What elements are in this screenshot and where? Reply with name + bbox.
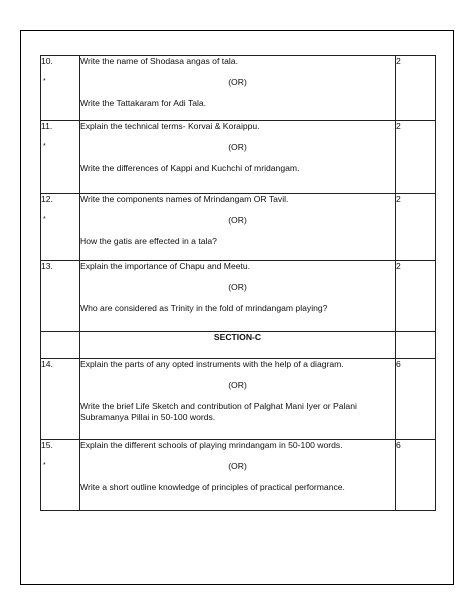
question-number-cell (41, 359, 80, 440)
questions-table (40, 55, 436, 511)
or-label: (OR) (228, 461, 247, 471)
question-text: Explain the different schools of playing mrindangam in 50-100 words. (80, 440, 343, 450)
asterisk-mark: * (43, 462, 46, 469)
question-number: 11. (41, 121, 53, 131)
or-label: (OR) (228, 77, 247, 87)
question-row (41, 56, 436, 121)
question-text: Write the name of Shodasa angas of tala. (80, 56, 238, 66)
question-text-cell (80, 56, 396, 121)
question-text-cell (80, 261, 396, 332)
question-text-cell (80, 194, 396, 261)
question-number-cell (41, 121, 80, 194)
question-text: Explain the importance of Chapu and Meetu. (80, 261, 251, 271)
question-number: 10. (41, 56, 53, 66)
asterisk-mark: * (43, 216, 46, 223)
question-row (41, 261, 436, 332)
or-label: (OR) (228, 282, 247, 292)
section-heading: SECTION-C (80, 332, 396, 359)
question-text-cell (80, 121, 396, 194)
marks-cell: 6 (396, 440, 436, 511)
marks-cell: 2 (396, 121, 436, 194)
marks-cell: 2 (396, 261, 436, 332)
asterisk-mark: * (43, 143, 46, 150)
question-number-cell (41, 56, 80, 121)
question-number-cell (41, 261, 80, 332)
or-label: (OR) (228, 215, 247, 225)
question-number-cell (41, 440, 80, 511)
or-label: (OR) (228, 142, 247, 152)
question-number: 15. (41, 440, 53, 450)
question-text-cell (80, 440, 396, 511)
question-row (41, 121, 436, 194)
asterisk-mark: * (43, 78, 46, 85)
marks-cell: 6 (396, 359, 436, 440)
alternative-question-text: Who are considered as Trinity in the fold of mrindangam playing? (80, 303, 328, 313)
question-row (41, 194, 436, 261)
question-number-cell (41, 194, 80, 261)
question-number: 14. (41, 359, 53, 369)
question-text: Explain the technical terms- Korvai & Koraippu. (80, 121, 260, 131)
section-spacer-cell (41, 332, 80, 359)
question-text-cell (80, 359, 396, 440)
marks-cell: 2 (396, 56, 436, 121)
marks-cell: 2 (396, 194, 436, 261)
question-number: 13. (41, 261, 53, 271)
question-row (41, 440, 436, 511)
alternative-question-text: Write a short outline knowledge of principles of practical performance. (80, 482, 345, 492)
or-label: (OR) (228, 380, 247, 390)
question-row (41, 359, 436, 440)
section-spacer-cell (396, 332, 436, 359)
question-text: Write the components names of Mrindangam OR Tavil. (80, 194, 289, 204)
question-number: 12. (41, 194, 53, 204)
question-text: Explain the parts of any opted instruments with the help of a diagram. (80, 359, 344, 369)
alternative-question-text: Write the differences of Kappi and Kuchchi of mridangam. (80, 163, 300, 173)
section-row (41, 332, 436, 359)
alternative-question-text: How the gatis are effected in a tala? (80, 236, 217, 246)
alternative-question-text: Write the Tattakaram for Adi Tala. (80, 98, 207, 108)
alternative-question-text: Write the brief Life Sketch and contribution of Palghat Mani Iyer or Palani Subramanya Pillai in 50-100 words. (80, 401, 357, 422)
